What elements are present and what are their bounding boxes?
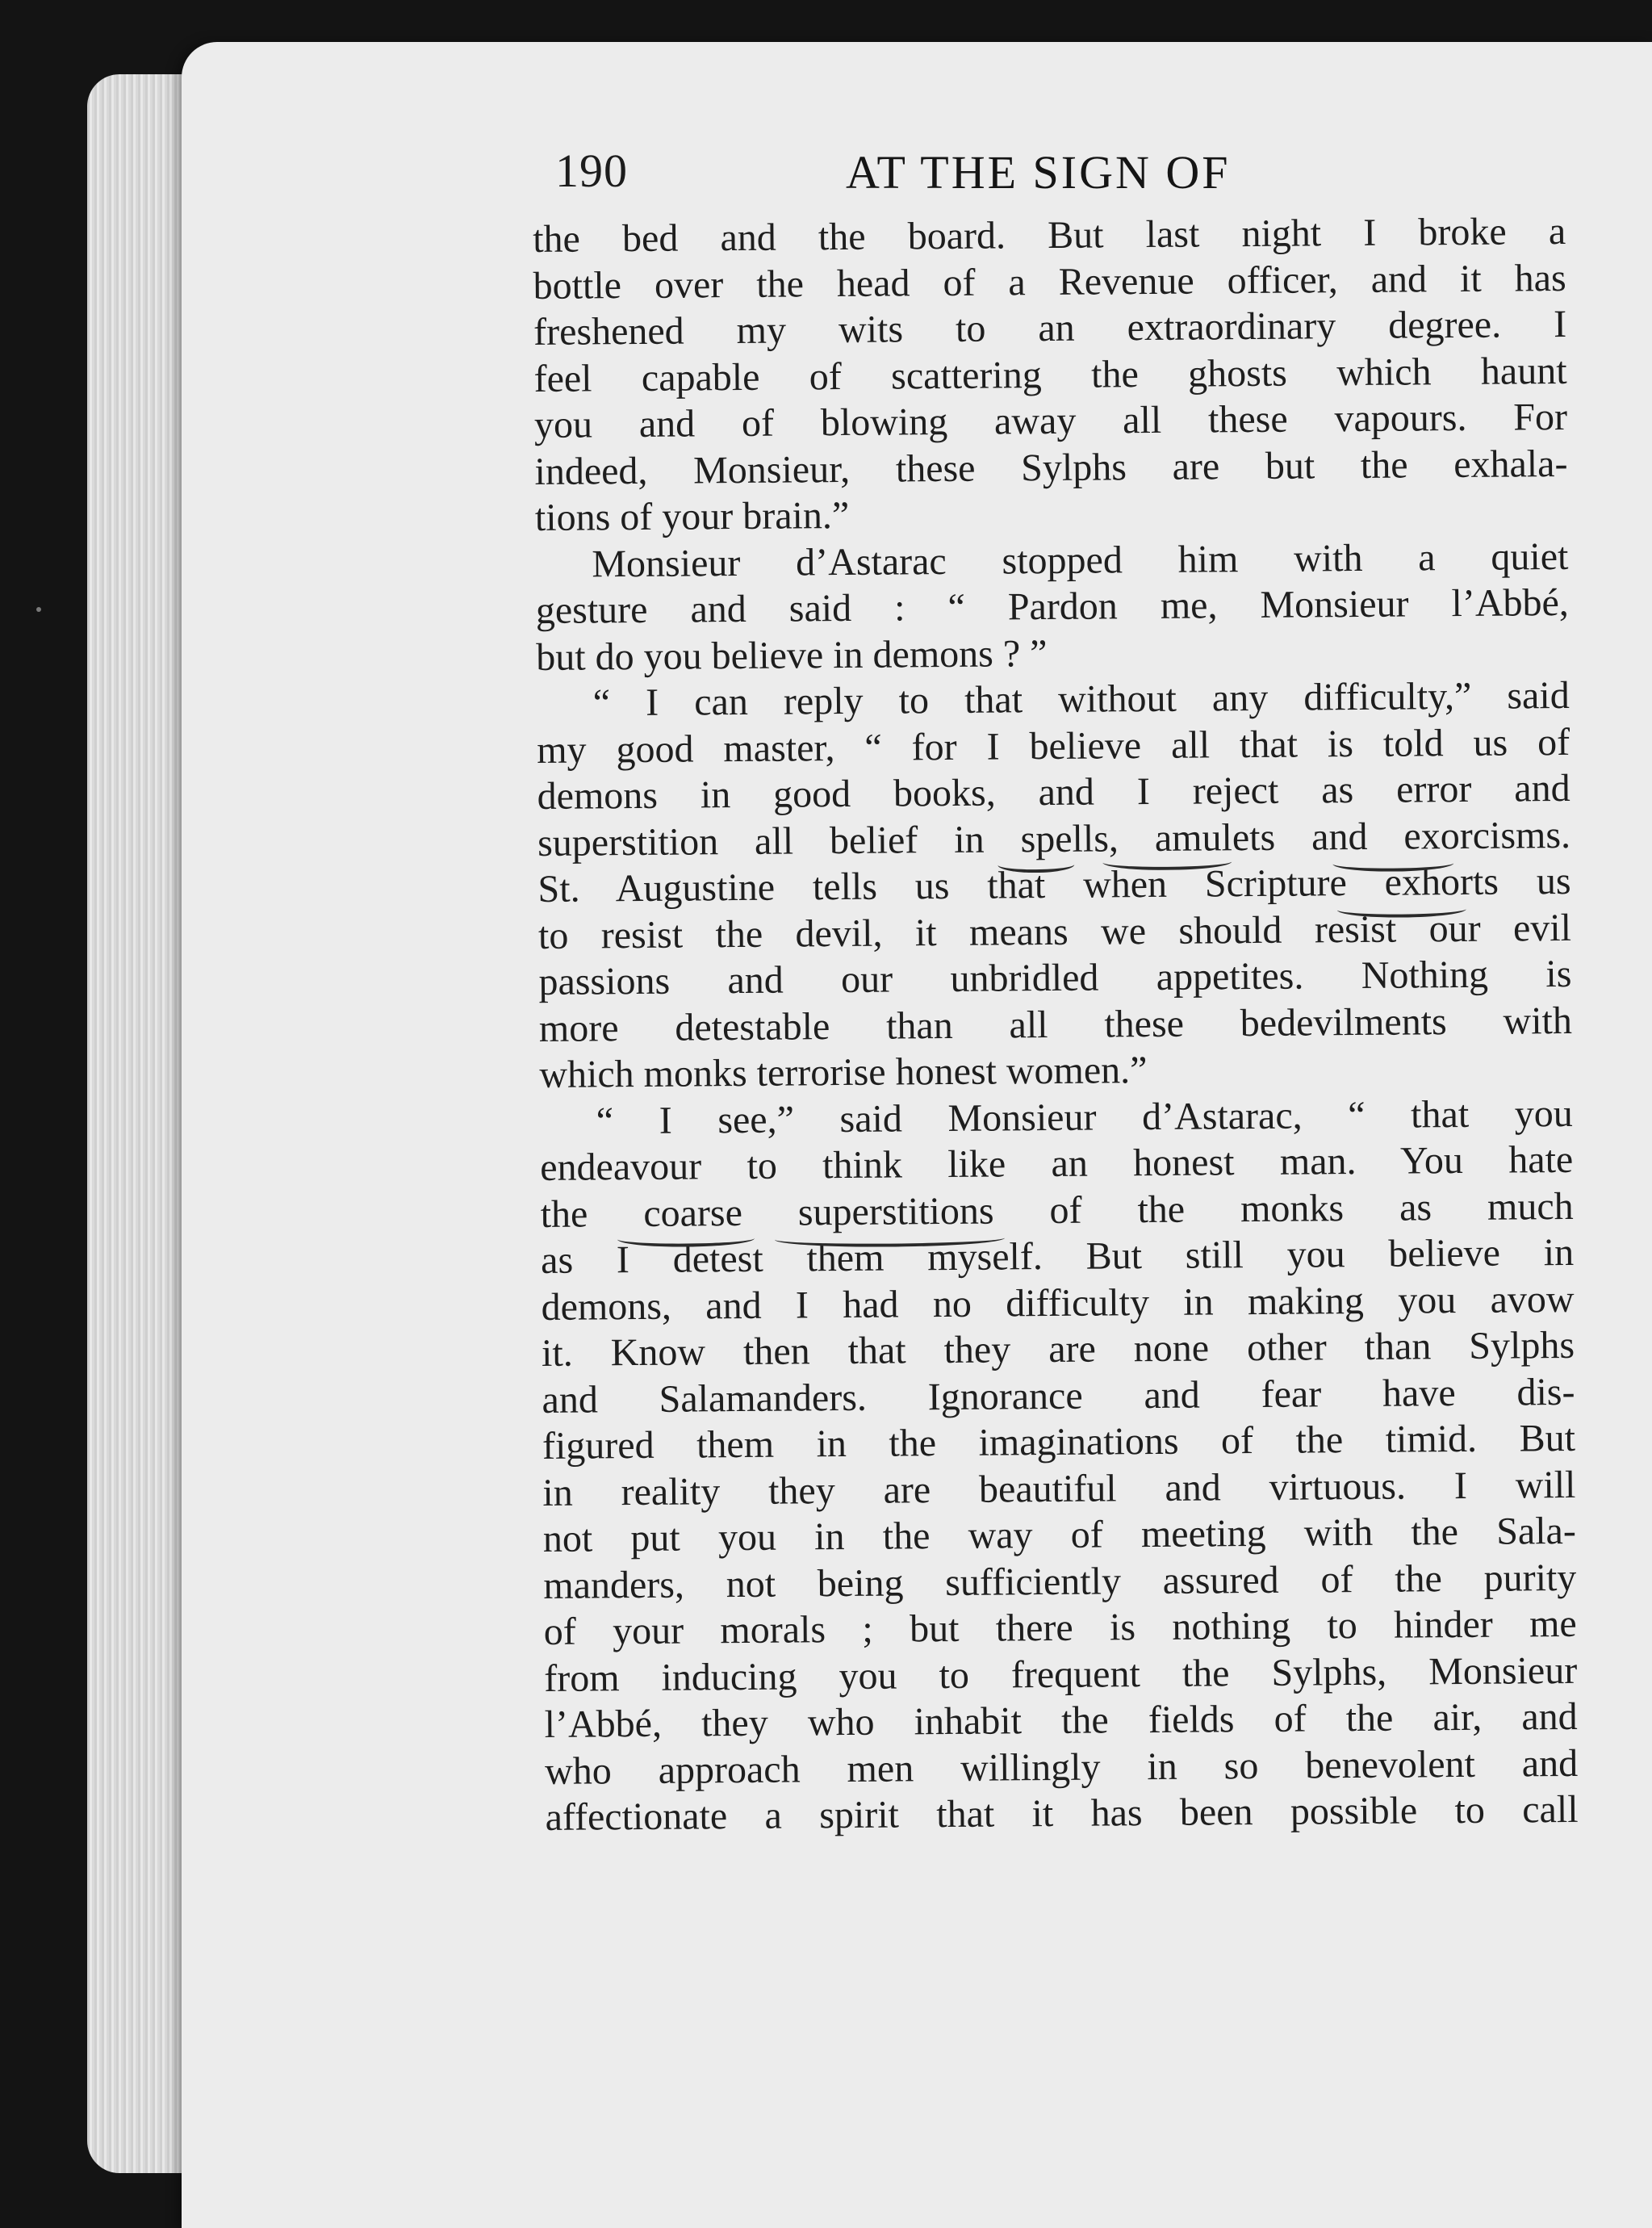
text-line: indeed, Monsieur, these Sylphs are but the exhala-: [534, 442, 1568, 493]
text-line: affectionate a spirit that it has been possible to call: [545, 1787, 1579, 1839]
text-line: “ I see,” said Monsieur d’Astarac, “ that you: [596, 1091, 1573, 1142]
text-line: gesture and said : “ Pardon me, Monsieur l’Abbé,: [535, 580, 1570, 632]
running-head: [555, 144, 1564, 208]
text-line: tions of your brain.”: [534, 493, 850, 539]
text-line: the coarse superstitions of the monks as much: [540, 1184, 1574, 1236]
text-line: passions and our unbridled appetites. Nothing is: [538, 952, 1572, 1003]
text-line: l’Abbé, they who inhabit the fields of the air, and: [544, 1694, 1578, 1746]
text-line: it. Know then that they are none other than Sylphs: [541, 1323, 1575, 1375]
text-line: manders, not being sufficiently assured of the purity: [543, 1556, 1577, 1607]
text-line: figured them in the imaginations of the timid. But: [542, 1416, 1576, 1468]
text-line: and Salamanders. Ignorance and fear have dis-: [542, 1370, 1575, 1422]
running-title: AT THE SIGN OF: [846, 146, 1231, 199]
text-line: feel capable of scattering the ghosts which haunt: [533, 349, 1567, 400]
text-line: of your morals ; but there is nothing to hinder me: [543, 1602, 1577, 1653]
text-line: from inducing you to frequent the Sylphs, Monsieur: [544, 1648, 1578, 1700]
text-line: St. Augustine tells us that when Scripture exhorts us: [537, 859, 1571, 911]
text-line: “ I can reply to that without any difficulty,” said: [592, 673, 1570, 725]
text-line: Monsieur d’Astarac stopped him with a quiet: [592, 534, 1569, 585]
text-line: demons, and I had no difficulty in making you avow: [541, 1277, 1575, 1329]
page-number: 190: [555, 144, 628, 197]
text-line: you and of blowing away all these vapours. For: [533, 395, 1568, 446]
text-line: in reality they are beautiful and virtuous. I will: [542, 1463, 1576, 1514]
text-line: endeavour to think like an honest man. You hate: [540, 1137, 1574, 1189]
text-line: not put you in the way of meeting with the Sala-: [542, 1509, 1577, 1560]
text-line: demons in good books, and I reject as error and: [537, 766, 1570, 818]
text-line: who approach men willingly in so benevolent and: [544, 1741, 1579, 1793]
text-line: as I detest them myself. But still you believe in: [540, 1230, 1575, 1282]
text-line: the bed and the board. But last night I broke a: [533, 209, 1566, 261]
text-line: bottle over the head of a Revenue officer, and it has: [533, 256, 1566, 308]
text-line: more detestable than all these bedevilments with: [538, 999, 1573, 1050]
text-line: to resist the devil, it means we should resist our evil: [537, 906, 1572, 957]
text-line: my good master, “ for I believe all that is told us of: [536, 720, 1570, 772]
text-line: but do you believe in demons ? ”: [536, 631, 1048, 679]
body-text: [533, 208, 1579, 1841]
text-line: which monks terrorise honest women.”: [539, 1049, 1148, 1096]
text-line: freshened my wits to an extraordinary degree. I: [533, 302, 1567, 354]
text-line: superstition all belief in spells, amulets and exorcisms.: [537, 813, 1571, 865]
